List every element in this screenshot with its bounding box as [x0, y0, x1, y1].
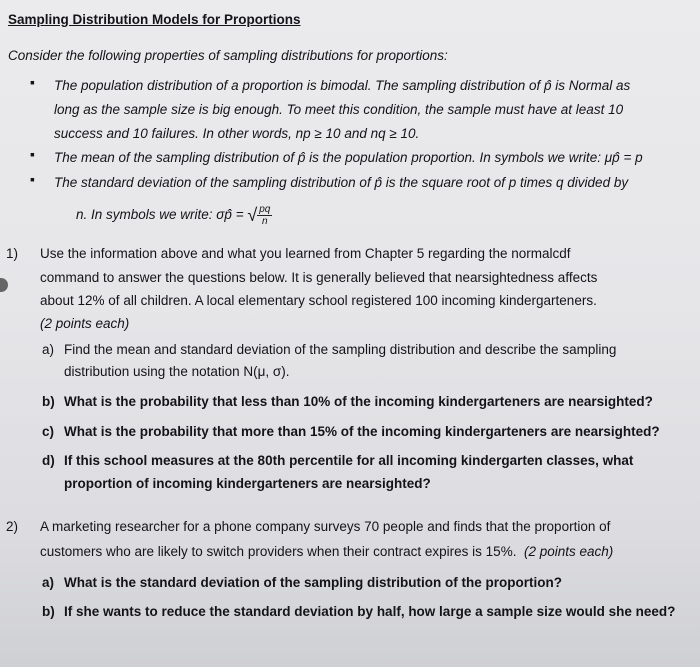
formula-denominator: n: [262, 216, 268, 227]
bullet-2-line-1: The mean of the sampling distribution of p̂ is the population proportion. In symbols we write: μp̂ = p: [54, 150, 643, 165]
bullet-1-line-2: long as the sample size is big enough. To meet this condition, the sample must have at least 10: [54, 102, 624, 117]
formula-fraction: [257, 204, 272, 227]
square-root-icon: √: [247, 205, 258, 225]
q1-b-text: What is the probability that less than 10% of the incoming kindergarteners are nearsighted?: [64, 394, 653, 409]
bullet-marker: ▪: [30, 146, 35, 162]
question-1-line-2: command to answer the questions below. It is generally believed that nearsightedness affects: [40, 270, 598, 285]
q1-d-label: d): [42, 453, 55, 468]
question-2-line-2: [40, 544, 613, 559]
intro-text: Consider the following properties of sampling distributions for proportions:: [8, 48, 448, 63]
q1-c-text: What is the probability that more than 15% of the incoming kindergarteners are nearsighted?: [64, 424, 660, 439]
q1-a-line-2: distribution using the notation N(μ, σ).: [64, 364, 290, 379]
question-1-number: 1): [6, 246, 19, 261]
q1-b-label: b): [42, 394, 55, 409]
q1-c-label: c): [42, 424, 55, 439]
bullet-1-line-1: The population distribution of a proportion is bimodal. The sampling distribution of p̂ is Normal as: [54, 78, 631, 93]
page-title: Sampling Distribution Models for Proportions: [8, 12, 301, 27]
question-1-line-1: Use the information above and what you learned from Chapter 5 regarding the normalcdf: [40, 246, 571, 261]
question-2-number: 2): [6, 519, 19, 534]
question-1-points: (2 points each): [40, 316, 130, 331]
bullet-1-line-3: success and 10 failures. In other words, np ≥ 10 and nq ≥ 10.: [54, 126, 420, 141]
question-2-points: (2 points each): [523, 544, 614, 559]
bullet-3-line-1: The standard deviation of the sampling distribution of p̂ is the square root of p times q divided by: [54, 175, 629, 190]
q1-d-line-1: If this school measures at the 80th percentile for all incoming kindergarten classes, what: [64, 453, 634, 468]
question-2-line-1: A marketing researcher for a phone company surveys 70 people and finds that the proportion of: [40, 519, 611, 534]
bullet-3-line-2: [76, 204, 272, 227]
formula-numerator: pq: [259, 204, 271, 215]
page-edge-shadow: [0, 278, 8, 292]
q1-d-line-2: proportion of incoming kindergarteners are nearsighted?: [64, 476, 431, 491]
q2-a-text: What is the standard deviation of the sampling distribution of the proportion?: [64, 575, 562, 590]
q1-a-label: a): [42, 342, 55, 357]
q2-b-label: b): [42, 604, 55, 619]
bullet-3-formula-lead: n. In symbols we write: σp̂ =: [76, 207, 244, 223]
question-1-line-3: about 12% of all children. A local elementary school registered 100 incoming kindergarteners.: [40, 293, 597, 308]
bullet-marker: ▪: [30, 74, 35, 90]
question-2-line-2-text: customers who are likely to switch providers when their contract expires is 15%.: [40, 544, 517, 559]
q2-a-label: a): [42, 575, 55, 590]
q2-b-text: If she wants to reduce the standard deviation by half, how large a sample size would she need?: [64, 604, 676, 619]
q1-a-line-1: Find the mean and standard deviation of the sampling distribution and describe the sampling: [64, 342, 617, 357]
bullet-marker: ▪: [30, 171, 35, 187]
